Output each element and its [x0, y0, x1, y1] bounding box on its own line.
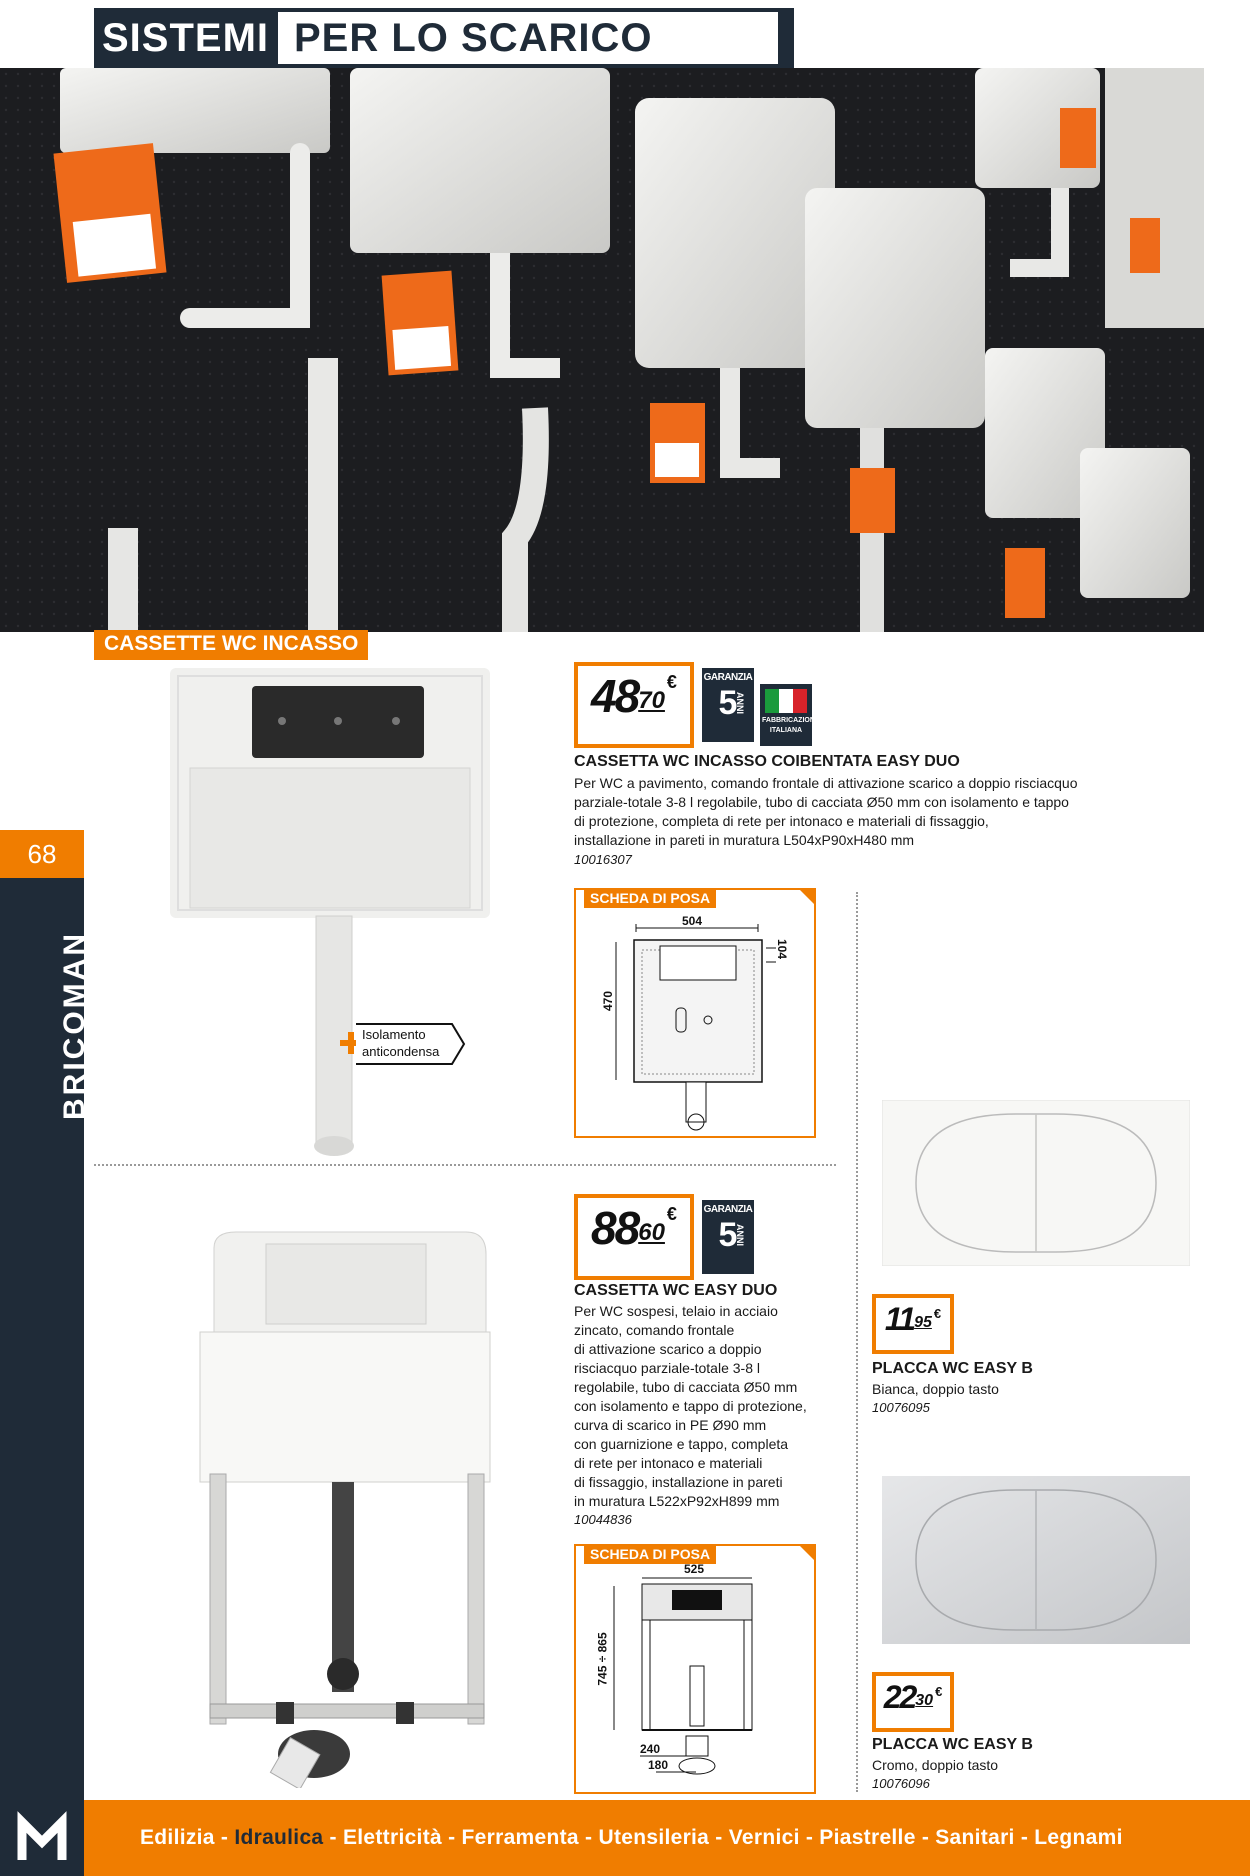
callout-isolamento: [340, 1022, 464, 1066]
italian-flag-icon: [765, 689, 807, 713]
product-description-1: [574, 774, 1134, 850]
product-code-4: 10076096: [872, 1776, 930, 1791]
warranty-unit: ANNI: [735, 1224, 745, 1246]
dim-height-2: 745 ÷ 865: [595, 1632, 610, 1686]
installation-sheet-1: [574, 888, 816, 1138]
price-decimal: 30: [915, 1692, 934, 1709]
dim-width-1: 504: [682, 914, 703, 928]
footer-category-ferramenta: Ferramenta: [461, 1826, 579, 1849]
desc-line: con isolamento e tappo di protezione,: [574, 1398, 807, 1414]
footer-bar: [84, 1800, 1250, 1876]
footer-separator: -: [441, 1826, 462, 1849]
warranty-years: 5: [718, 684, 738, 722]
brand-logo-m: [0, 1800, 84, 1876]
warranty-unit: ANNI: [735, 692, 745, 714]
footer-separator: -: [1014, 1826, 1035, 1849]
dim-height-1: 470: [601, 990, 616, 1012]
warranty-badge-2: [702, 1200, 754, 1274]
warranty-label: GARANZIA: [703, 1204, 753, 1215]
made-in-italy-badge: [760, 684, 820, 746]
desc-line: parziale-totale 3-8 l regolabile, tubo di cacciata Ø50 mm con isolamento e tappo: [574, 794, 1069, 810]
desc-line: zincato, comando frontale: [574, 1322, 735, 1338]
footer-category-utensileria: Utensileria: [598, 1826, 710, 1849]
price-int: 88: [591, 1202, 639, 1254]
installation-sheet-label: SCHEDA DI POSA: [584, 888, 716, 908]
currency-symbol: €: [666, 1204, 677, 1224]
installation-sheet-label: SCHEDA DI POSA: [584, 1544, 716, 1564]
desc-line: regolabile, tubo di cacciata Ø50 mm: [574, 1379, 798, 1395]
desc-line: curva di scarico in PE Ø90 mm: [574, 1417, 767, 1433]
page-title-part2: PER LO SCARICO: [278, 12, 778, 64]
callout-line1: Isolamento: [362, 1027, 426, 1042]
desc-line: installazione in pareti in muratura L504xP90xH480 mm: [574, 832, 915, 848]
price-tag-4: [872, 1672, 954, 1732]
hero-photo: [0, 68, 1204, 632]
footer-separator: -: [323, 1826, 343, 1849]
footer-separator: -: [799, 1826, 820, 1849]
desc-line: in muratura L522xP92xH899 mm: [574, 1493, 780, 1509]
installation-sheet-2: [574, 1544, 816, 1794]
product-title-2: CASSETTA WC EASY DUO: [574, 1282, 778, 1299]
technical-drawing-2: [576, 1546, 818, 1796]
product-title-1: CASSETTA WC INCASSO COIBENTATA EASY DUO: [574, 753, 960, 770]
dim-width-2: 525: [684, 1562, 705, 1576]
product-code-1: 10016307: [574, 852, 632, 867]
product-image-cassetta-coibentata: [170, 668, 490, 1156]
footer-separator: -: [578, 1826, 599, 1849]
product-image-placca-cromo: [882, 1476, 1190, 1644]
price-tag-3: [872, 1294, 954, 1354]
section-label: CASSETTE WC INCASSO: [94, 630, 368, 658]
dim-depth-1: 104: [775, 938, 790, 960]
footer-category-legnami: Legnami: [1034, 1826, 1123, 1849]
desc-line: di rete per intonaco e materiali: [574, 1455, 763, 1471]
footer-category-idraulica: Idraulica: [234, 1826, 324, 1849]
dim-240: 240: [640, 1742, 661, 1756]
footer-category-sanitari: Sanitari: [935, 1826, 1015, 1849]
section-underline: [94, 658, 368, 660]
flag-text-1: FABBRICAZIONE: [762, 717, 820, 724]
product-image-cassetta-easy-duo: [196, 1224, 496, 1788]
footer-category-edilizia: Edilizia: [140, 1826, 215, 1849]
product-description-3: Bianca, doppio tasto: [872, 1381, 999, 1397]
desc-line: risciacquo parziale-totale 3-8 l: [574, 1360, 760, 1376]
price-int: 11: [884, 1301, 915, 1337]
desc-line: di attivazione scarico a doppio: [574, 1341, 762, 1357]
currency-symbol: €: [666, 672, 677, 692]
page-number: 68: [0, 830, 84, 878]
price-decimal: 70: [638, 687, 665, 714]
page-title-part1: SISTEMI: [102, 16, 270, 60]
product-title-4: PLACCA WC EASY B: [872, 1736, 1033, 1753]
price-int: 22: [883, 1679, 916, 1715]
desc-line: con guarnizione e tappo, completa: [574, 1436, 789, 1452]
price-int: 48: [591, 670, 639, 722]
price-decimal: 95: [914, 1314, 932, 1331]
desc-line: di fissaggio, installazione in pareti: [574, 1474, 783, 1490]
footer-category-vernici: Vernici: [728, 1826, 800, 1849]
product-code-2: 10044836: [574, 1512, 632, 1527]
footer-category-elettricità: Elettricità: [342, 1826, 442, 1849]
footer-categories: [140, 1800, 1123, 1876]
product-description-4: Cromo, doppio tasto: [872, 1757, 999, 1773]
product-code-3: 10076095: [872, 1400, 930, 1415]
flag-text-2: ITALIANA: [769, 727, 803, 734]
footer-separator: -: [709, 1826, 729, 1849]
price-decimal: 60: [638, 1219, 665, 1246]
currency-symbol: €: [935, 1684, 943, 1699]
price-tag-2: [574, 1194, 694, 1280]
footer-category-piastrelle: Piastrelle: [819, 1826, 916, 1849]
warranty-badge-1: [702, 668, 754, 742]
currency-symbol: €: [933, 1306, 942, 1321]
desc-line: Per WC sospesi, telaio in acciaio: [574, 1303, 778, 1319]
vertical-divider: [856, 892, 858, 1792]
brand-logo-vertical: BRICOMAN: [58, 931, 91, 1120]
product-title-3: PLACCA WC EASY B: [872, 1360, 1033, 1377]
callout-line2: anticondensa: [362, 1044, 440, 1059]
footer-separator: -: [915, 1826, 936, 1849]
product-image-placca-bianca: [882, 1100, 1190, 1266]
price-tag-1: [574, 662, 694, 748]
warranty-years: 5: [718, 1216, 738, 1254]
dim-180: 180: [648, 1758, 669, 1772]
footer-separator: -: [214, 1826, 235, 1849]
product-description-2: [574, 1302, 846, 1511]
desc-line: Per WC a pavimento, comando frontale di attivazione scarico a doppio risciacquo: [574, 775, 1078, 791]
warranty-label: GARANZIA: [703, 672, 753, 683]
horizontal-divider: [94, 1164, 836, 1166]
desc-line: di protezione, completa di rete per intonaco e materiali di fissaggio,: [574, 813, 989, 829]
